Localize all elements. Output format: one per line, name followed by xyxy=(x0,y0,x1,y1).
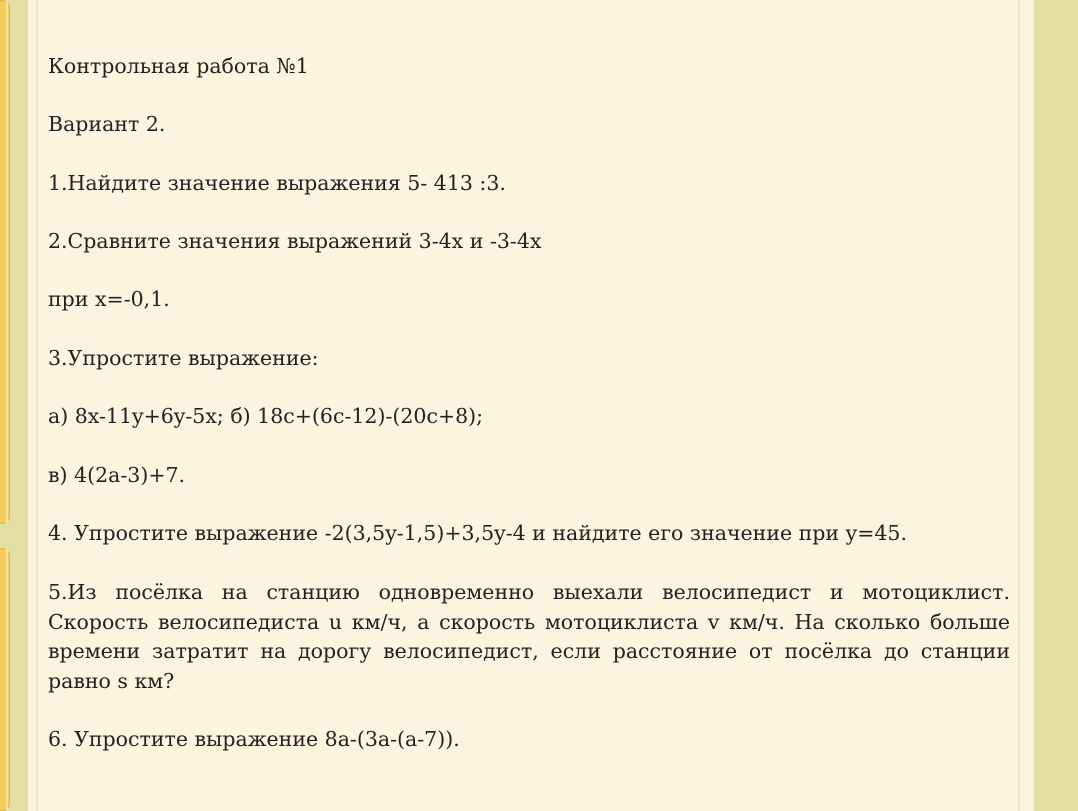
task-2-condition: при x=-0,1. xyxy=(48,287,170,311)
paper-border-right xyxy=(1018,0,1020,811)
left-tab-bottom xyxy=(0,548,10,811)
task-2-expression: 2.Сравните значения выражений 3-4x и -3-4x xyxy=(48,229,542,253)
task-1: 1.Найдите значение выражения 5- 413 :3. xyxy=(48,171,506,195)
task-3-title: 3.Упростите выражение: xyxy=(48,346,319,370)
document-title: Контрольная работа №1 xyxy=(48,54,309,78)
task-4: 4. Упростите выражение -2(3,5y-1,5)+3,5y-4 и найдите его значение при y=45. xyxy=(48,521,907,545)
right-decorative-strip xyxy=(1034,0,1078,811)
task-5: 5.Из посёлка на станцию одновременно выехали велосипедист и мотоциклист. Скорость велосипедиста u км/ч, а скорость мотоциклиста v км/ч. На сколько больше времени затратит на дорогу велосипедист, если расстояние от посёлка до станции равно s км? xyxy=(48,580,1010,693)
paper-border-left xyxy=(36,0,38,811)
task-3-parts-ab: а) 8x-11y+6y-5x; б) 18c+(6c-12)-(20c+8); xyxy=(48,404,484,428)
left-tab-top xyxy=(0,0,10,524)
variant-label: Вариант 2. xyxy=(48,112,166,136)
task-6: 6. Упростите выражение 8a-(3a-(a-7)). xyxy=(48,727,460,751)
task-3-part-c: в) 4(2a-3)+7. xyxy=(48,463,186,487)
left-decorative-strip xyxy=(0,0,28,811)
